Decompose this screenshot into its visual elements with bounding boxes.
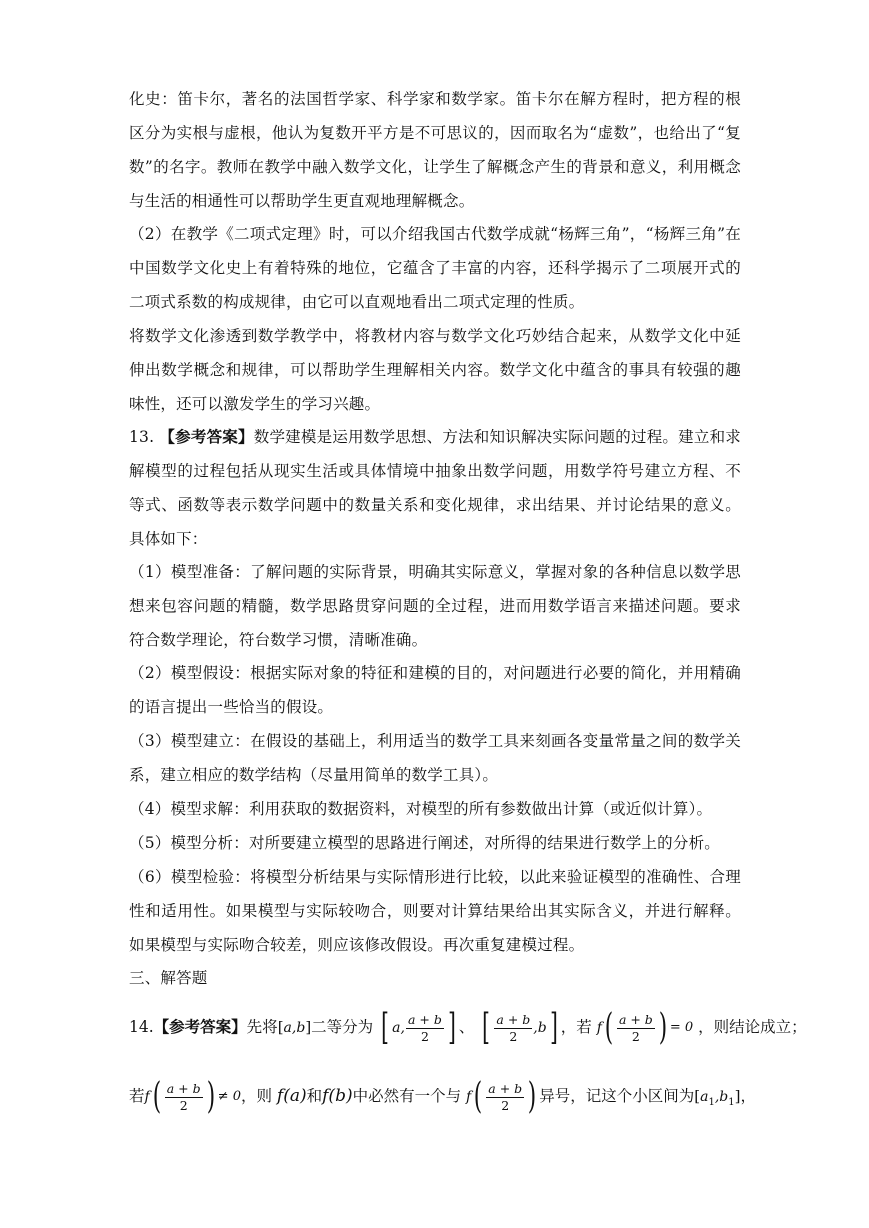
question-13-number: 13. — [129, 428, 155, 446]
text-segment: 中必然有一个与 — [352, 1087, 462, 1105]
f-of-b: f(b) — [322, 1086, 353, 1106]
paragraph-math-culture-integration: 将数学文化渗透到数学教学中，将教材内容与数学文化巧妙结合起来，从数学文化中延伸出数学概念和规律，可以帮助学生理解相关内容。数学文化中蕴含的事具有较强的趣味性，还可以激发学生的学习兴趣。 — [129, 327, 741, 413]
fraction-denominator: 2 — [501, 1097, 510, 1113]
paragraph-math-culture-descartes: 化史：笛卡尔，著名的法国哲学家、科学家和数学家。笛卡尔在解方程时，把方程的根区分为实根与虚根，他认为复数开平方是不可思议的，因而取名为“虚数”，也给出了“复数”的名字。教师在教学中融入数学文化，让学生了解概念产生的背景和意义，利用概念与生活的相通性可以帮助学生更直观地理解概念。 — [129, 90, 741, 210]
question-14-line-2 — [129, 1071, 769, 1128]
interval-right-half: [ $\frac{a + b}{2}$ , b ] — [479, 1003, 560, 1053]
text-segment: 和 — [306, 1087, 323, 1105]
fraction-midpoint — [486, 1081, 524, 1114]
fraction-midpoint — [617, 1012, 655, 1045]
f-midpoint-not-zero: f ( $\frac{a + b}{2}$ ) ≠ 0 — [145, 1072, 241, 1122]
fraction-denominator: 2 — [179, 1097, 188, 1113]
text-segment: ，则结论成立； — [698, 1018, 807, 1036]
step-2-model-assumption: （2）模型假设：根据实际对象的特征和建模的目的，对问题进行必要的简化，并用精确的语言提出一些恰当的假设。 — [129, 664, 741, 716]
text-segment: ，则 — [240, 1087, 272, 1105]
var-a1: a — [700, 1089, 709, 1105]
var-b1: b — [719, 1089, 729, 1105]
interval-ab: [a,b] — [277, 1018, 312, 1036]
fraction-denominator: 2 — [631, 1028, 640, 1044]
text-segment: 、 — [458, 1018, 475, 1036]
subscript-1: 1 — [708, 1097, 715, 1108]
comma: , — [533, 1020, 538, 1036]
fraction-numerator: a + b — [407, 1011, 442, 1027]
func-f: f — [144, 1089, 150, 1105]
step-5-model-analysis: （5）模型分析：对所要建立模型的思路进行阐述，对所得的结果进行数学上的分析。 — [129, 834, 720, 852]
comma: , — [400, 1020, 405, 1036]
question-13-answer-text: 数学建模是运用数学思想、方法和知识解决实际问题的过程。建立和求解模型的过程包括从现实生活或具体情境中抽象出数学问题，用数学符号建立方程、不等式、函数等表示数学问题中的数量关系和变化规律，求出结果、并讨论结果的意义。具体如下： — [129, 428, 741, 548]
f-of-a: f(a) — [276, 1086, 307, 1106]
text-segment: 二等分为 — [311, 1018, 374, 1036]
not-equal-zero: ≠ 0 — [217, 1089, 241, 1104]
var-a: a — [392, 1020, 401, 1036]
question-13-answer — [129, 420, 741, 556]
func-f: f — [466, 1089, 472, 1105]
fraction-numerator: a + b — [618, 1011, 653, 1027]
fraction-denominator: 2 — [420, 1028, 429, 1044]
question-14-line-1 — [129, 1002, 807, 1053]
comma: , — [714, 1089, 720, 1105]
question-14-answer-tag: 【参考答案】 — [153, 1017, 247, 1036]
interval-a1-b1: $[a_1,b_1]$ — [694, 1087, 741, 1108]
equals-zero: = 0 — [669, 1020, 694, 1035]
fraction-midpoint — [406, 1012, 444, 1045]
interval-ab-content: a,b — [283, 1020, 306, 1036]
fraction-numerator: a + b — [488, 1080, 523, 1096]
f-midpoint-equals-zero: f ( $\frac{a + b}{2}$ ) = 0 — [597, 1003, 693, 1053]
text-segment: ，若 — [560, 1018, 592, 1036]
func-f: f — [596, 1020, 602, 1036]
step-3-model-building: （3）模型建立：在假设的基础上，利用适当的数学工具来刻画各变量常量之间的数学关系，建立相应的数学结构（尽量用简单的数学工具）。 — [129, 732, 741, 784]
fraction-numerator: a + b — [166, 1080, 201, 1096]
question-13-answer-tag: 【参考答案】 — [159, 427, 254, 446]
text-segment: 若 — [129, 1087, 145, 1105]
interval-left-half: [ a , $\frac{a + b}{2}$ ] — [378, 1003, 459, 1053]
fraction-numerator: a + b — [496, 1011, 531, 1027]
fraction-midpoint — [165, 1081, 203, 1114]
step-6-model-verification: （6）模型检验：将模型分析结果与实际情形进行比较，以此来验证模型的准确性、合理性和适用性。如果模型与实际较吻合，则要对计算结果给出其实际含义，并进行解释。如果模型与实际吻合较差，则应该修改假设。再次重复建模过程。 — [129, 868, 741, 954]
text-segment: ， — [740, 1087, 756, 1105]
step-4-model-solving: （4）模型求解：利用获取的数据资料，对模型的所有参数做出计算（或近似计算）。 — [129, 800, 713, 818]
question-14-number: 14. — [129, 1018, 154, 1036]
fraction-denominator: 2 — [509, 1028, 518, 1044]
fraction-midpoint — [494, 1012, 532, 1045]
subscript-1: 1 — [728, 1097, 735, 1108]
f-midpoint: f ( $\frac{a + b}{2}$ ) — [466, 1072, 539, 1122]
section-heading-answer-questions: 三、解答题 — [129, 969, 208, 987]
paragraph-yanghui-triangle: （2）在教学《二项式定理》时，可以介绍我国古代数学成就“杨辉三角”，“杨辉三角”在中国数学文化史上有着特殊的地位，它蕴含了丰富的内容，还科学揭示了二项展开式的二项式系数的构成规律，由它可以直观地看出二项式定理的性质。 — [129, 225, 741, 311]
text-segment: 异号，记这个小区间为 — [539, 1087, 695, 1105]
var-b: b — [537, 1020, 547, 1036]
text-segment: 先将 — [246, 1018, 278, 1036]
step-1-model-preparation: （1）模型准备：了解问题的实际背景，明确其实际意义，掌握对象的各种信息以数学思想来包容问题的精髓，数学思路贯穿问题的全过程，进而用数学语言来描述问题。要求符合数学理论，符台数学习惯，清晰准确。 — [129, 563, 741, 649]
